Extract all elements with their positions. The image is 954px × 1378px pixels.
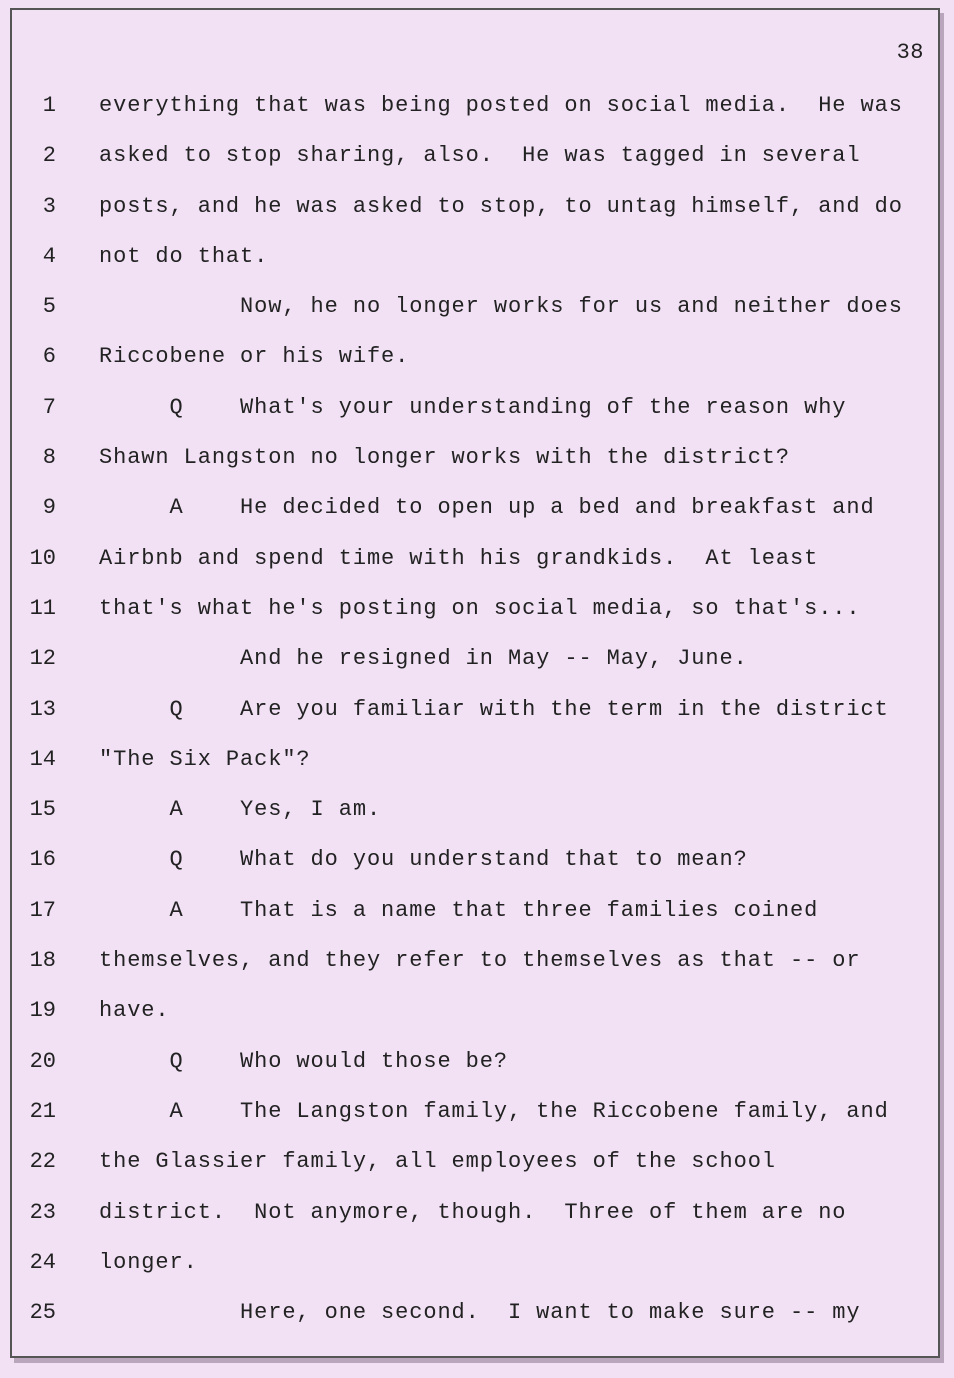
transcript-page xyxy=(10,8,940,1358)
line-text: Q Are you familiar with the term in the district xyxy=(99,696,889,722)
line-number: 17 xyxy=(29,897,56,923)
line-text: Airbnb and spend time with his grandkids. At least xyxy=(99,545,819,571)
line-text: Q What do you understand that to mean? xyxy=(99,847,748,873)
line-text: longer. xyxy=(99,1249,198,1275)
line-text: themselves, and they refer to themselves as that -- or xyxy=(99,948,861,974)
line-number: 5 xyxy=(42,294,56,320)
line-number: 13 xyxy=(29,696,56,722)
line-text: posts, and he was asked to stop, to untag himself, and do xyxy=(99,193,903,219)
line-number: 10 xyxy=(29,545,56,571)
page-number: 38 xyxy=(896,40,924,65)
transcript-line xyxy=(12,282,938,332)
transcript-line xyxy=(12,1288,938,1338)
line-text: "The Six Pack"? xyxy=(99,746,311,772)
line-text: not do that. xyxy=(99,243,269,269)
line-number: 14 xyxy=(29,746,56,772)
transcript-line xyxy=(12,785,938,835)
transcript-line xyxy=(12,433,938,483)
line-text: district. Not anymore, though. Three of them are no xyxy=(99,1199,847,1225)
transcript-line xyxy=(12,534,938,584)
transcript-line xyxy=(12,685,938,735)
line-text: Q What's your understanding of the reason why xyxy=(99,394,847,420)
transcript-line xyxy=(12,1137,938,1187)
line-number: 12 xyxy=(29,646,56,672)
line-number: 21 xyxy=(29,1098,56,1124)
line-text: Shawn Langston no longer works with the district? xyxy=(99,445,791,471)
line-text: everything that was being posted on social media. He was xyxy=(99,93,903,118)
line-text: the Glassier family, all employees of the school xyxy=(99,1149,776,1175)
line-number: 8 xyxy=(42,445,56,471)
line-number: 20 xyxy=(29,1048,56,1074)
transcript-line xyxy=(12,584,938,634)
line-text: Here, one second. I want to make sure -- my xyxy=(99,1300,861,1326)
line-number: 6 xyxy=(42,344,56,370)
line-number: 2 xyxy=(42,143,56,169)
transcript-line xyxy=(12,383,938,433)
transcript-line xyxy=(12,81,938,131)
transcript-line xyxy=(12,182,938,232)
line-text: that's what he's posting on social media, so that's... xyxy=(99,595,861,621)
transcript-line xyxy=(12,131,938,181)
line-text: A The Langston family, the Riccobene family, and xyxy=(99,1098,889,1124)
transcript-line xyxy=(12,886,938,936)
line-number: 19 xyxy=(29,998,56,1024)
transcript-line xyxy=(12,835,938,885)
line-text: have. xyxy=(99,998,170,1024)
line-text: And he resigned in May -- May, June. xyxy=(99,646,748,672)
transcript-line xyxy=(12,332,938,382)
line-text: asked to stop sharing, also. He was tagged in several xyxy=(99,143,861,169)
line-text: A That is a name that three families coined xyxy=(99,897,819,923)
line-number: 22 xyxy=(29,1149,56,1175)
line-number: 3 xyxy=(42,193,56,219)
line-number: 16 xyxy=(29,847,56,873)
line-number: 24 xyxy=(29,1249,56,1275)
line-number: 7 xyxy=(42,394,56,420)
transcript-line xyxy=(12,735,938,785)
line-number: 4 xyxy=(42,243,56,269)
line-text: A He decided to open up a bed and breakfast and xyxy=(99,495,875,521)
transcript-line xyxy=(12,986,938,1036)
line-number: 18 xyxy=(29,948,56,974)
transcript-line xyxy=(12,1087,938,1137)
transcript-line xyxy=(12,1188,938,1238)
line-number: 9 xyxy=(42,495,56,521)
line-number: 11 xyxy=(29,595,56,621)
line-text: A Yes, I am. xyxy=(99,797,382,823)
line-number: 1 xyxy=(42,93,56,118)
transcript-line xyxy=(12,1238,938,1288)
transcript-lines xyxy=(12,81,938,1338)
line-number: 23 xyxy=(29,1199,56,1225)
line-number: 15 xyxy=(29,797,56,823)
transcript-line xyxy=(12,483,938,533)
transcript-line xyxy=(12,936,938,986)
transcript-line xyxy=(12,232,938,282)
transcript-line xyxy=(12,634,938,684)
line-text: Now, he no longer works for us and neither does xyxy=(99,294,903,320)
transcript-line xyxy=(12,1037,938,1087)
line-text: Riccobene or his wife. xyxy=(99,344,410,370)
line-number: 25 xyxy=(29,1300,56,1326)
line-text: Q Who would those be? xyxy=(99,1048,508,1074)
